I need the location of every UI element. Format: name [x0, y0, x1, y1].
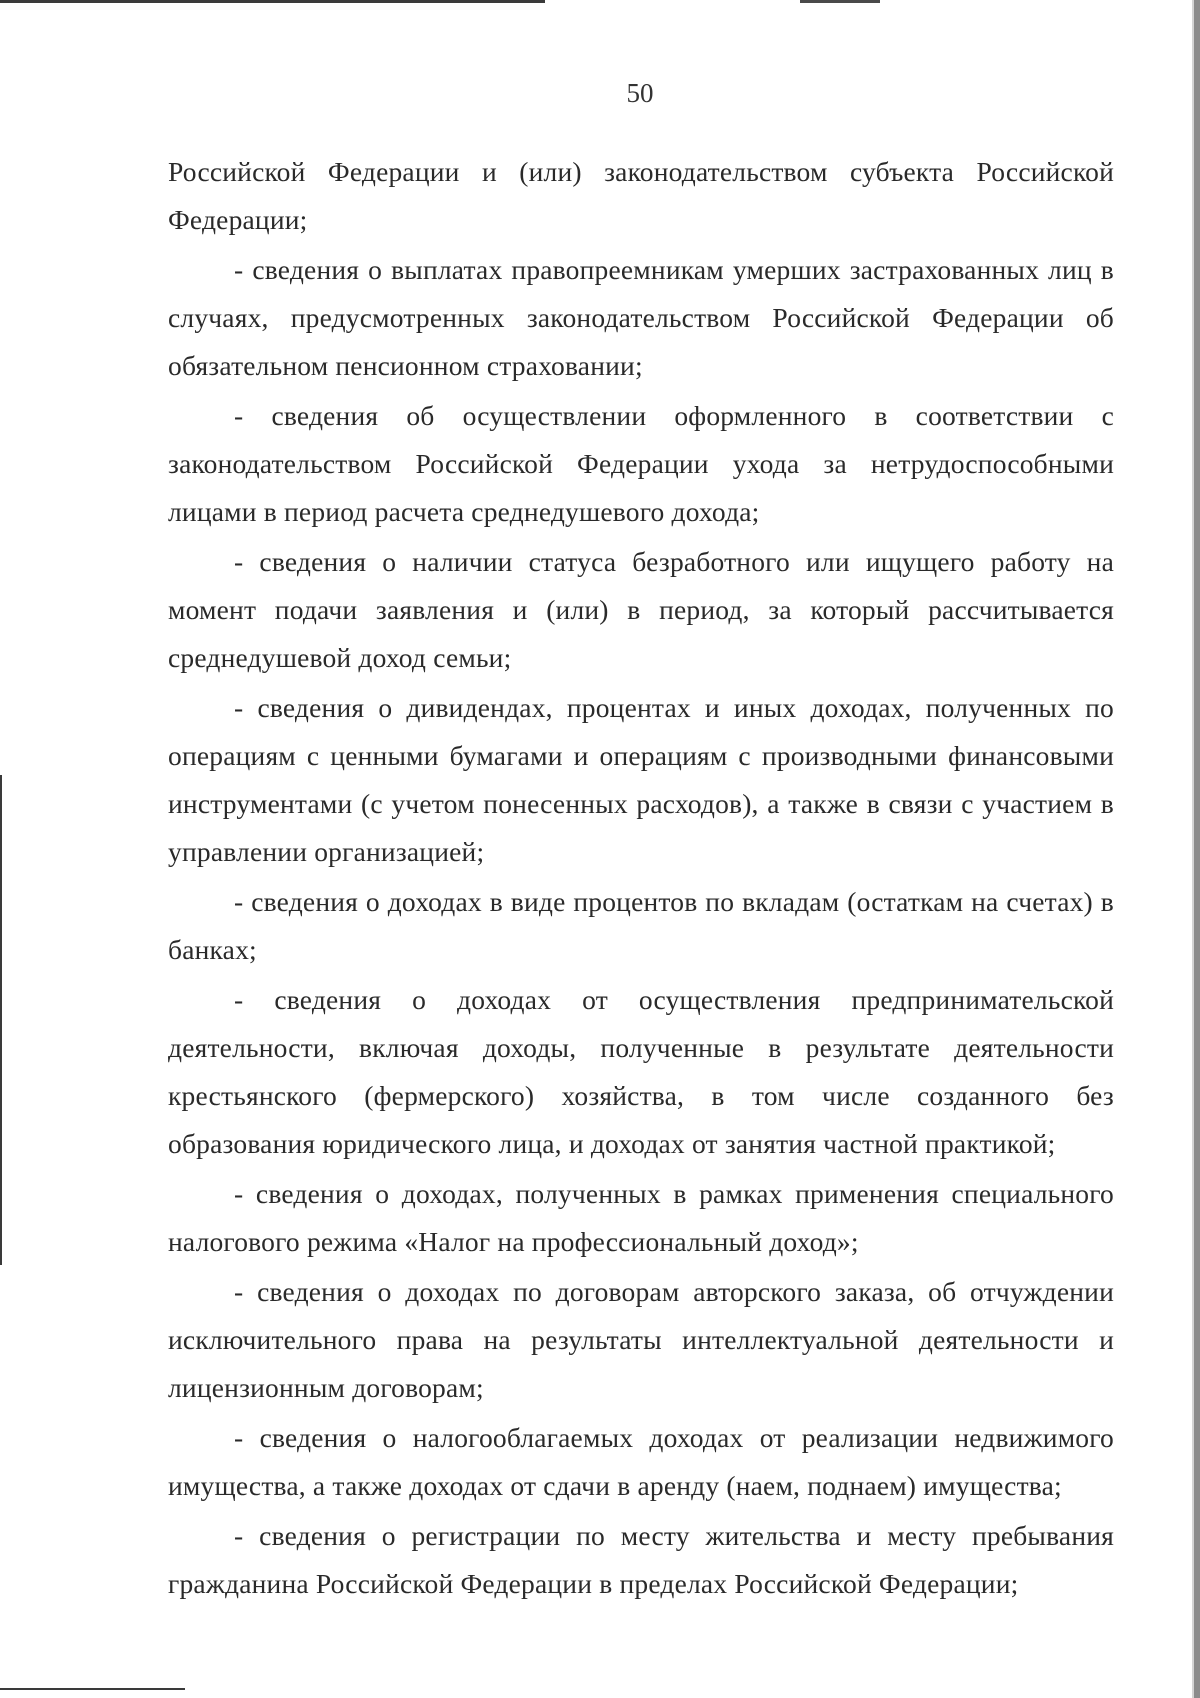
paragraph: - сведения о доходах в виде процентов по вкладам (остаткам на счетах) в банках;	[168, 886, 1114, 965]
paragraph: - сведения об осуществлении оформленного в соответствии с законодательством Российской Федерации ухода за нетрудоспособными лицами в период расчета среднедушевого дохода;	[168, 400, 1114, 527]
scan-artifact-top-line	[0, 0, 545, 3]
document-body	[168, 148, 1114, 1608]
paragraph: - сведения о доходах от осуществления предпринимательской деятельности, включая доходы, полученные в результате деятельности крестьянского (фермерского) хозяйства, в том числе созданного без образования юридического лица, и доходах от занятия частной практикой;	[168, 984, 1114, 1159]
paragraph: - сведения о доходах, полученных в рамках применения специального налогового режима «Налог на профессиональный доход»;	[168, 1178, 1114, 1257]
paragraph: - сведения о регистрации по месту жительства и месту пребывания гражданина Российской Федерации в пределах Российской Федерации;	[168, 1520, 1114, 1599]
page-number: 50	[626, 78, 654, 108]
paragraph: - сведения о налогооблагаемых доходах от реализации недвижимого имущества, а также доходах от сдачи в аренду (наем, поднаем) имущества;	[168, 1422, 1114, 1501]
paragraph-continuation: Российской Федерации и (или) законодательством субъекта Российской Федерации;	[168, 156, 1114, 235]
scan-artifact-bottom-line	[0, 1688, 185, 1690]
paragraph: - сведения о выплатах правопреемникам умерших застрахованных лиц в случаях, предусмотренных законодательством Российской Федерации об обязательном пенсионном страховании;	[168, 254, 1114, 381]
paragraph: - сведения о наличии статуса безработного или ищущего работу на момент подачи заявления и (или) в период, за который рассчитывается среднедушевой доход семьи;	[168, 546, 1114, 673]
paragraph: - сведения о доходах по договорам авторского заказа, об отчуждении исключительного права на результаты интеллектуальной деятельности и лицензионным договорам;	[168, 1276, 1114, 1403]
scan-artifact-left-edge	[0, 775, 2, 1265]
scan-artifact-right-edge	[1194, 0, 1200, 1698]
paragraph: - сведения о дивидендах, процентах и иных доходах, полученных по операциям с ценными бумагами и операциям с производными финансовыми инструментами (с учетом понесенных расходов), а также в связи с участием в управлении организацией;	[168, 692, 1114, 867]
scan-artifact-top-mark	[800, 0, 880, 3]
